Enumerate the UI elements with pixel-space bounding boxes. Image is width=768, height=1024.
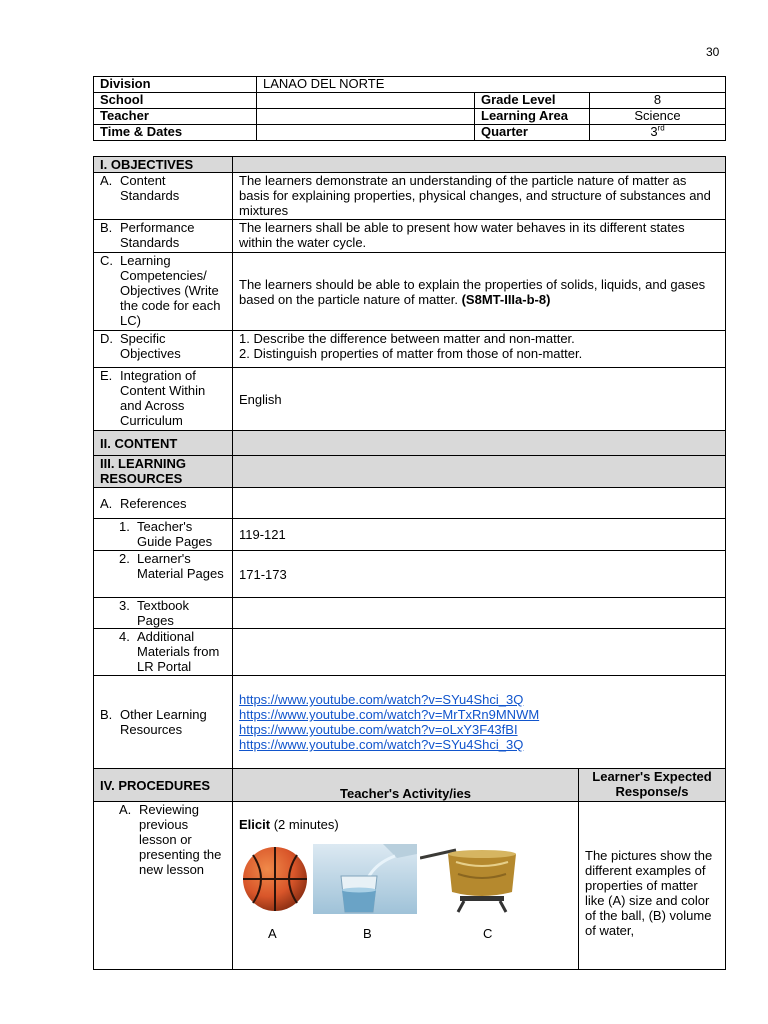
reviewing-label-cell xyxy=(94,802,233,970)
specific-objectives-label-cell xyxy=(94,331,233,368)
quarter-value xyxy=(590,125,726,141)
elicit-heading xyxy=(239,817,572,832)
textbook-value xyxy=(233,598,726,629)
learners-material-value: 171-173 xyxy=(233,551,726,598)
division-label: Division xyxy=(94,77,257,93)
elicit-activity-cell xyxy=(233,802,579,970)
performance-standards-label: Performance Standards xyxy=(120,220,195,250)
textbook-label: Textbook Pages xyxy=(137,598,190,628)
school-label: School xyxy=(94,93,257,109)
header-info-table xyxy=(93,76,726,141)
references-value xyxy=(233,488,726,519)
learning-resources-heading-fill xyxy=(233,456,726,488)
integration-label-cell xyxy=(94,368,233,431)
lesson-plan-table xyxy=(93,156,726,970)
water-glass-image xyxy=(313,844,417,914)
learning-competencies-label: Learning Competencies/ Objectives (Write the code for each LC) xyxy=(120,253,221,328)
elicit-pictures xyxy=(239,844,572,914)
specific-objectives-label: Specific Objectives xyxy=(120,331,181,361)
picture-label-c: C xyxy=(483,926,493,941)
objectives-heading: I. OBJECTIVES xyxy=(94,157,233,173)
learning-competencies-letter: C. xyxy=(100,253,113,268)
learners-material-label: Learner's Material Pages xyxy=(137,551,224,581)
picture-labels xyxy=(239,926,572,944)
teachers-guide-label: Teacher's Guide Pages xyxy=(137,519,213,549)
quarter-suffix: rd xyxy=(657,124,665,133)
additional-materials-label: Additional Materials from LR Portal xyxy=(137,629,220,674)
page-number: 30 xyxy=(706,45,720,59)
learner-response-heading: Learner's Expected Response/s xyxy=(579,769,726,802)
grade-level-value: 8 xyxy=(590,93,726,109)
learning-resources-heading: III. LEARNING RESOURCES xyxy=(94,456,233,488)
content-standards-value: The learners demonstrate an understanding of the particle nature of matter as basis for explaining properties, physical changes, and structure of substances and mixtures xyxy=(233,173,726,220)
content-heading-fill xyxy=(233,431,726,456)
additional-materials-num: 4. xyxy=(119,629,130,644)
integration-letter: E. xyxy=(100,368,113,383)
time-dates-value xyxy=(257,125,475,141)
references-label-cell xyxy=(94,488,233,519)
quarter-number: 3 xyxy=(650,124,658,139)
performance-standards-value: The learners shall be able to present how water behaves in its different states within the water cycle. xyxy=(233,220,726,253)
resource-link[interactable]: https://www.youtube.com/watch?v=SYu4Shci_3Q xyxy=(239,737,524,752)
picture-label-b: B xyxy=(363,926,372,941)
boiling-pot-image xyxy=(420,844,536,914)
other-resources-links xyxy=(233,676,726,769)
references-label: References xyxy=(120,495,187,511)
performance-standards-letter: B. xyxy=(100,220,113,235)
textbook-label-cell xyxy=(94,598,233,629)
integration-label: Integration of Content Within and Across Curriculum xyxy=(120,368,206,428)
textbook-num: 3. xyxy=(119,598,130,613)
quarter-label: Quarter xyxy=(475,125,590,141)
reviewing-response xyxy=(579,802,726,970)
content-heading: II. CONTENT xyxy=(94,431,233,456)
grade-level-label: Grade Level xyxy=(475,93,590,109)
content-standards-label: Content Standards xyxy=(120,173,180,203)
integration-value: English xyxy=(233,368,726,431)
objectives-heading-fill xyxy=(233,157,726,173)
specific-objective-item: 2. Distinguish properties of matter from those of non-matter. xyxy=(239,346,583,361)
teacher-value xyxy=(257,109,475,125)
division-value: LANAO DEL NORTE xyxy=(257,77,726,93)
specific-objectives-list xyxy=(233,331,726,368)
teacher-label: Teacher xyxy=(94,109,257,125)
teachers-guide-num: 1. xyxy=(119,519,130,534)
specific-objectives-letter: D. xyxy=(100,331,113,346)
teachers-guide-label-cell xyxy=(94,519,233,551)
other-resources-label-cell xyxy=(94,676,233,769)
basketball-image xyxy=(239,844,311,914)
learners-material-num: 2. xyxy=(119,551,130,566)
reviewing-label: Reviewing previous lesson or presenting the new lesson xyxy=(139,802,222,877)
reviewing-letter: A. xyxy=(119,802,132,817)
teachers-guide-value: 119-121 xyxy=(233,519,726,551)
content-standards-label-cell xyxy=(94,173,233,220)
performance-standards-label-cell xyxy=(94,220,233,253)
reviewing-response-text: The pictures show the different examples of properties of matter like (A) size and color of the ball, (B) volume of water, xyxy=(585,848,713,938)
references-letter: A. xyxy=(100,495,113,511)
teacher-activity-heading: Teacher's Activity/ies xyxy=(233,769,579,802)
other-resources-label: Other Learning Resources xyxy=(120,707,207,737)
procedures-heading: IV. PROCEDURES xyxy=(94,769,233,802)
specific-objective-item: 1. Describe the difference between matter and non-matter. xyxy=(239,331,575,346)
learning-competencies-label-cell xyxy=(94,253,233,331)
other-resources-letter: B. xyxy=(100,707,113,722)
additional-materials-label-cell xyxy=(94,629,233,676)
resource-link[interactable]: https://www.youtube.com/watch?v=SYu4Shci_3Q xyxy=(239,692,524,707)
learning-area-value: Science xyxy=(590,109,726,125)
learning-competencies-code: (S8MT-IIIa-b-8) xyxy=(461,291,551,307)
resource-link[interactable]: https://www.youtube.com/watch?v=MrTxRn9MNWM xyxy=(239,707,540,722)
content-standards-letter: A. xyxy=(100,173,113,188)
learners-material-label-cell xyxy=(94,551,233,598)
picture-label-a: A xyxy=(268,926,277,941)
learning-competencies-value-cell xyxy=(233,253,726,331)
learning-area-label: Learning Area xyxy=(475,109,590,125)
time-dates-label: Time & Dates xyxy=(94,125,257,141)
resource-link[interactable]: https://www.youtube.com/watch?v=oLxY3F43fBI xyxy=(239,722,518,737)
elicit-duration: (2 minutes) xyxy=(270,817,339,832)
elicit-label: Elicit xyxy=(239,817,271,832)
additional-materials-value xyxy=(233,629,726,676)
school-value xyxy=(257,93,475,109)
learning-competencies-value: The learners should be able to explain the properties of solids, liquids, and gases based on the particle nature of matter. xyxy=(239,276,706,307)
